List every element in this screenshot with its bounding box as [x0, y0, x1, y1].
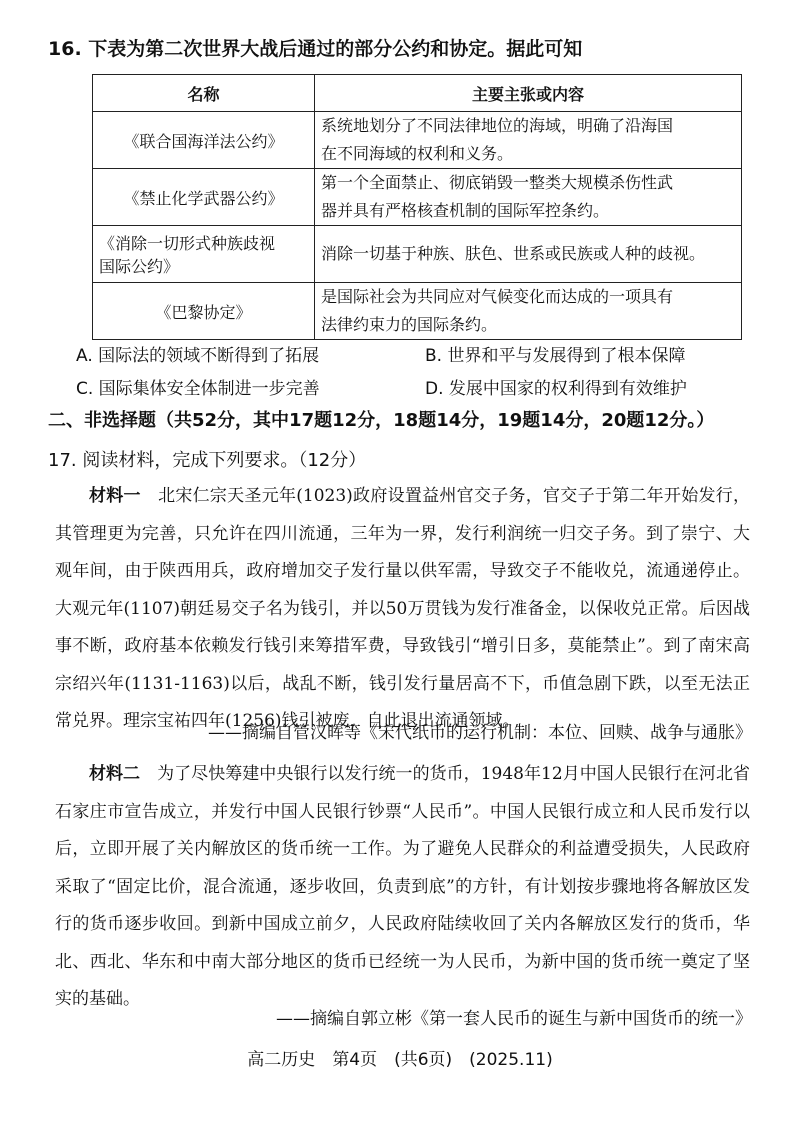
- material-2-source: ——摘编自郭立彬《第一套人民币的诞生与新中国货币的统一》: [276, 1009, 752, 1029]
- section-heading: 二、非选择题（共52分，其中17题12分，18题14分，19题14分，20题12分。）: [48, 410, 715, 431]
- row-name: 《联合国海洋法公约》: [93, 112, 315, 169]
- material-1-label: 材料一: [89, 486, 141, 506]
- option-d: D. 发展中国家的权利得到有效维护: [425, 379, 687, 399]
- material-1-text: 北宋仁宗天圣元年(1023)政府设置益州官交子务，官交子于第二年开始发行，其管理更为完善，只允许在四川流通，三年为一界，发行利润统一归交子务。到了崇宁、大观年间，由于陕西用兵，政府增加交子发行量以供军需，导致交子不能收兑，流通递停止。大观元年(1107)朝廷易交子名为钱引，并以50万贯钱为发行准备金，以保收兑正常。后因战事不断，政府基本依赖发行钱引来筹措军费，导致钱引“增引日多，莫能禁止”。到了南宋高宗绍兴年(1131-1163)以后，战乱不断，钱引发行量居高不下，币值急剧下跌，以至无法正常兑界。理宗宝祐四年(1256)钱引被废，自此退出流通领域。: [55, 486, 751, 731]
- table-row: [93, 283, 742, 340]
- table-row: [93, 226, 742, 283]
- row-content: [315, 226, 742, 283]
- row-content: [315, 169, 742, 226]
- content-line: 系统地划分了不同法律地位的海域，明确了沿海国: [321, 116, 674, 135]
- header-content: 主要主张或内容: [315, 75, 742, 112]
- material-2-label: 材料二: [89, 764, 141, 784]
- content-line: 在不同海域的权利和义务。: [321, 144, 514, 163]
- content-line: 第一个全面禁止、彻底销毁一整类大规模杀伤性武: [321, 173, 674, 192]
- option-b: B. 世界和平与发展得到了根本保障: [425, 346, 686, 366]
- question-17-stem: 17. 阅读材料，完成下列要求。（12分）: [48, 450, 367, 471]
- material-1-source: ——摘编自管汉晖等《宋代纸币的运行机制：本位、回赎、战争与通胀》: [208, 723, 752, 743]
- table-row: [93, 169, 742, 226]
- row-name: [93, 226, 315, 283]
- content-line: 法律约束力的国际条约。: [321, 315, 498, 334]
- name-line: 《消除一切形式种族歧视: [99, 234, 276, 253]
- material-2: [55, 756, 750, 1019]
- table-row: [93, 112, 742, 169]
- row-content: [315, 283, 742, 340]
- material-2-text: 为了尽快筹建中央银行以发行统一的货币，1948年12月中国人民银行在河北省石家庄市宣告成立，并发行中国人民银行钞票“人民币”。中国人民银行成立和人民币发行以后，立即开展了关内解放区的货币统一工作。为了避免人民群众的利益遭受损失，人民政府采取了“固定比价，混合流通，逐步收回，负责到底”的方针，有计划按步骤地将各解放区发行的货币逐步收回。到新中国成立前夕，人民政府陆续收回了关内各解放区发行的货币，华北、西北、华东和中南大部分地区的货币已经统一为人民币，为新中国的货币统一奠定了坚实的基础。: [55, 764, 750, 1009]
- content-line: 是国际社会为共同应对气候变化而达成的一项具有: [321, 287, 674, 306]
- row-name: 《巴黎协定》: [93, 283, 315, 340]
- row-content: [315, 112, 742, 169]
- option-c: C. 国际集体安全体制进一步完善: [76, 379, 320, 399]
- content-line: 消除一切基于种族、肤色、世系或民族或人种的歧视。: [321, 244, 706, 263]
- header-name: 名称: [93, 75, 315, 112]
- material-1: [55, 478, 750, 741]
- content-line: 器并具有严格核查机制的国际军控条约。: [321, 201, 610, 220]
- table-header-row: [93, 75, 742, 112]
- name-line: 国际公约》: [99, 257, 180, 276]
- page-footer: 高二历史 第4页 (共6页) (2025.11): [247, 1050, 553, 1070]
- conventions-table: [92, 74, 742, 340]
- question-16-stem: 16. 下表为第二次世界大战后通过的部分公约和协定。据此可知: [48, 38, 583, 60]
- row-name: 《禁止化学武器公约》: [93, 169, 315, 226]
- option-a: A. 国际法的领域不断得到了拓展: [76, 346, 320, 366]
